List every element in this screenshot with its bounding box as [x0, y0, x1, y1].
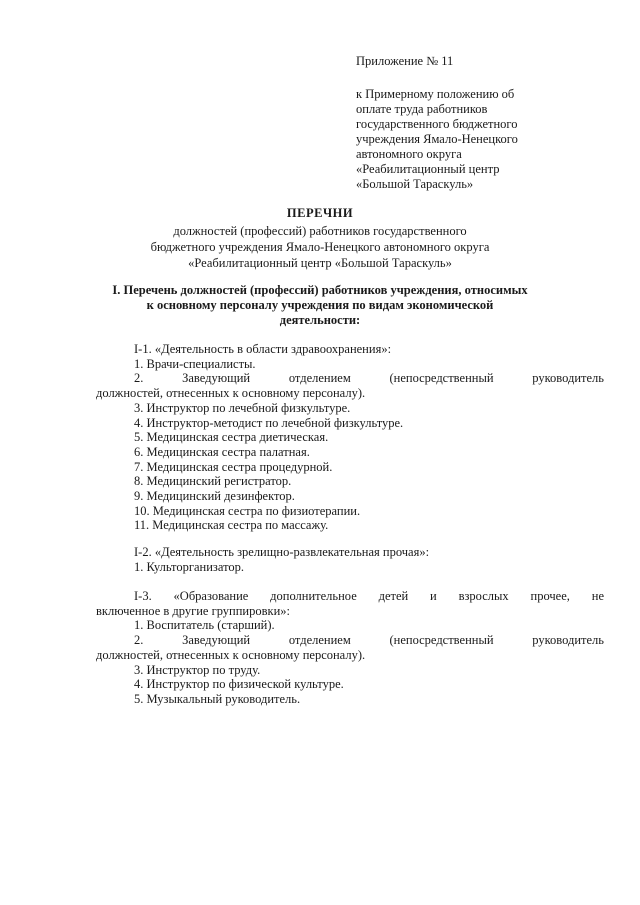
list-item-continuation: должностей, отнесенных к основному персоналу).: [96, 647, 366, 662]
list-item: 1. Врачи-специалисты.: [134, 356, 256, 371]
document-title: ПЕРЕЧНИ: [286, 206, 354, 220]
list-item: 9. Медицинский дезинфектор.: [134, 489, 295, 504]
appendix-number: Приложение № 11: [356, 54, 454, 68]
group-health: [96, 342, 604, 533]
section-heading-line: деятельности:: [279, 313, 361, 327]
appendix-line: «Реабилитационный центр: [356, 162, 500, 176]
list-item: 3. Инструктор по лечебной физкультуре.: [134, 400, 351, 415]
section-heading-line: I. Перечень должностей (профессий) работников учреждения, относимых: [112, 283, 528, 297]
section-heading-line: к основному персоналу учреждения по видам экономической: [146, 298, 494, 312]
group-heading-continuation: включенное в другие группировки»:: [96, 603, 290, 618]
list-item: 4. Инструктор по физической культуре.: [134, 677, 344, 692]
list-item: 2. Заведующий отделением (непосредственный руководитель: [134, 633, 604, 648]
appendix-line: государственного бюджетного: [356, 117, 518, 131]
list-item: 6. Медицинская сестра палатная.: [134, 444, 310, 459]
subtitle-line: должностей (профессий) работников государственного: [173, 224, 467, 238]
list-item: 1. Культорганизатор.: [134, 559, 244, 574]
list-item: 1. Воспитатель (старший).: [134, 618, 275, 633]
list-item: 5. Музыкальный руководитель.: [134, 691, 301, 706]
list-item: 4. Инструктор-методист по лечебной физкультуре.: [134, 415, 404, 430]
list-item: 10. Медицинская сестра по физиотерапии.: [134, 503, 361, 518]
appendix-line: учреждения Ямало-Ненецкого: [356, 132, 518, 146]
list-item-continuation: должностей, отнесенных к основному персоналу).: [96, 386, 366, 401]
appendix-line: оплате труда работников: [356, 102, 488, 116]
list-item: 7. Медицинская сестра процедурной.: [134, 459, 333, 474]
list-item: 3. Инструктор по труду.: [134, 662, 261, 677]
group-heading: I-3. «Образование дополнительное детей и взрослых прочее, не: [134, 589, 604, 603]
appendix-line: к Примерному положению об: [356, 87, 515, 101]
appendix-line: автономного округа: [356, 147, 462, 161]
group-heading: I-2. «Деятельность зрелищно-развлекательная прочая»:: [134, 545, 430, 559]
list-item: 11. Медицинская сестра по массажу.: [134, 518, 329, 533]
appendix-block: [356, 54, 606, 192]
appendix-line: «Большой Тараскуль»: [356, 177, 474, 191]
subtitle-line: бюджетного учреждения Ямало-Ненецкого автономного округа: [150, 240, 490, 254]
group-education: [96, 589, 604, 707]
subtitle-line: «Реабилитационный центр «Большой Тараскуль»: [188, 256, 452, 270]
title-block: [96, 206, 544, 271]
section-heading: [92, 283, 548, 328]
group-heading: I-1. «Деятельность в области здравоохранения»:: [134, 342, 392, 356]
list-item: 2. Заведующий отделением (непосредственный руководитель: [134, 371, 604, 386]
list-item: 8. Медицинский регистратор.: [134, 474, 292, 489]
list-item: 5. Медицинская сестра диетическая.: [134, 430, 329, 445]
group-entertainment: [96, 545, 604, 574]
